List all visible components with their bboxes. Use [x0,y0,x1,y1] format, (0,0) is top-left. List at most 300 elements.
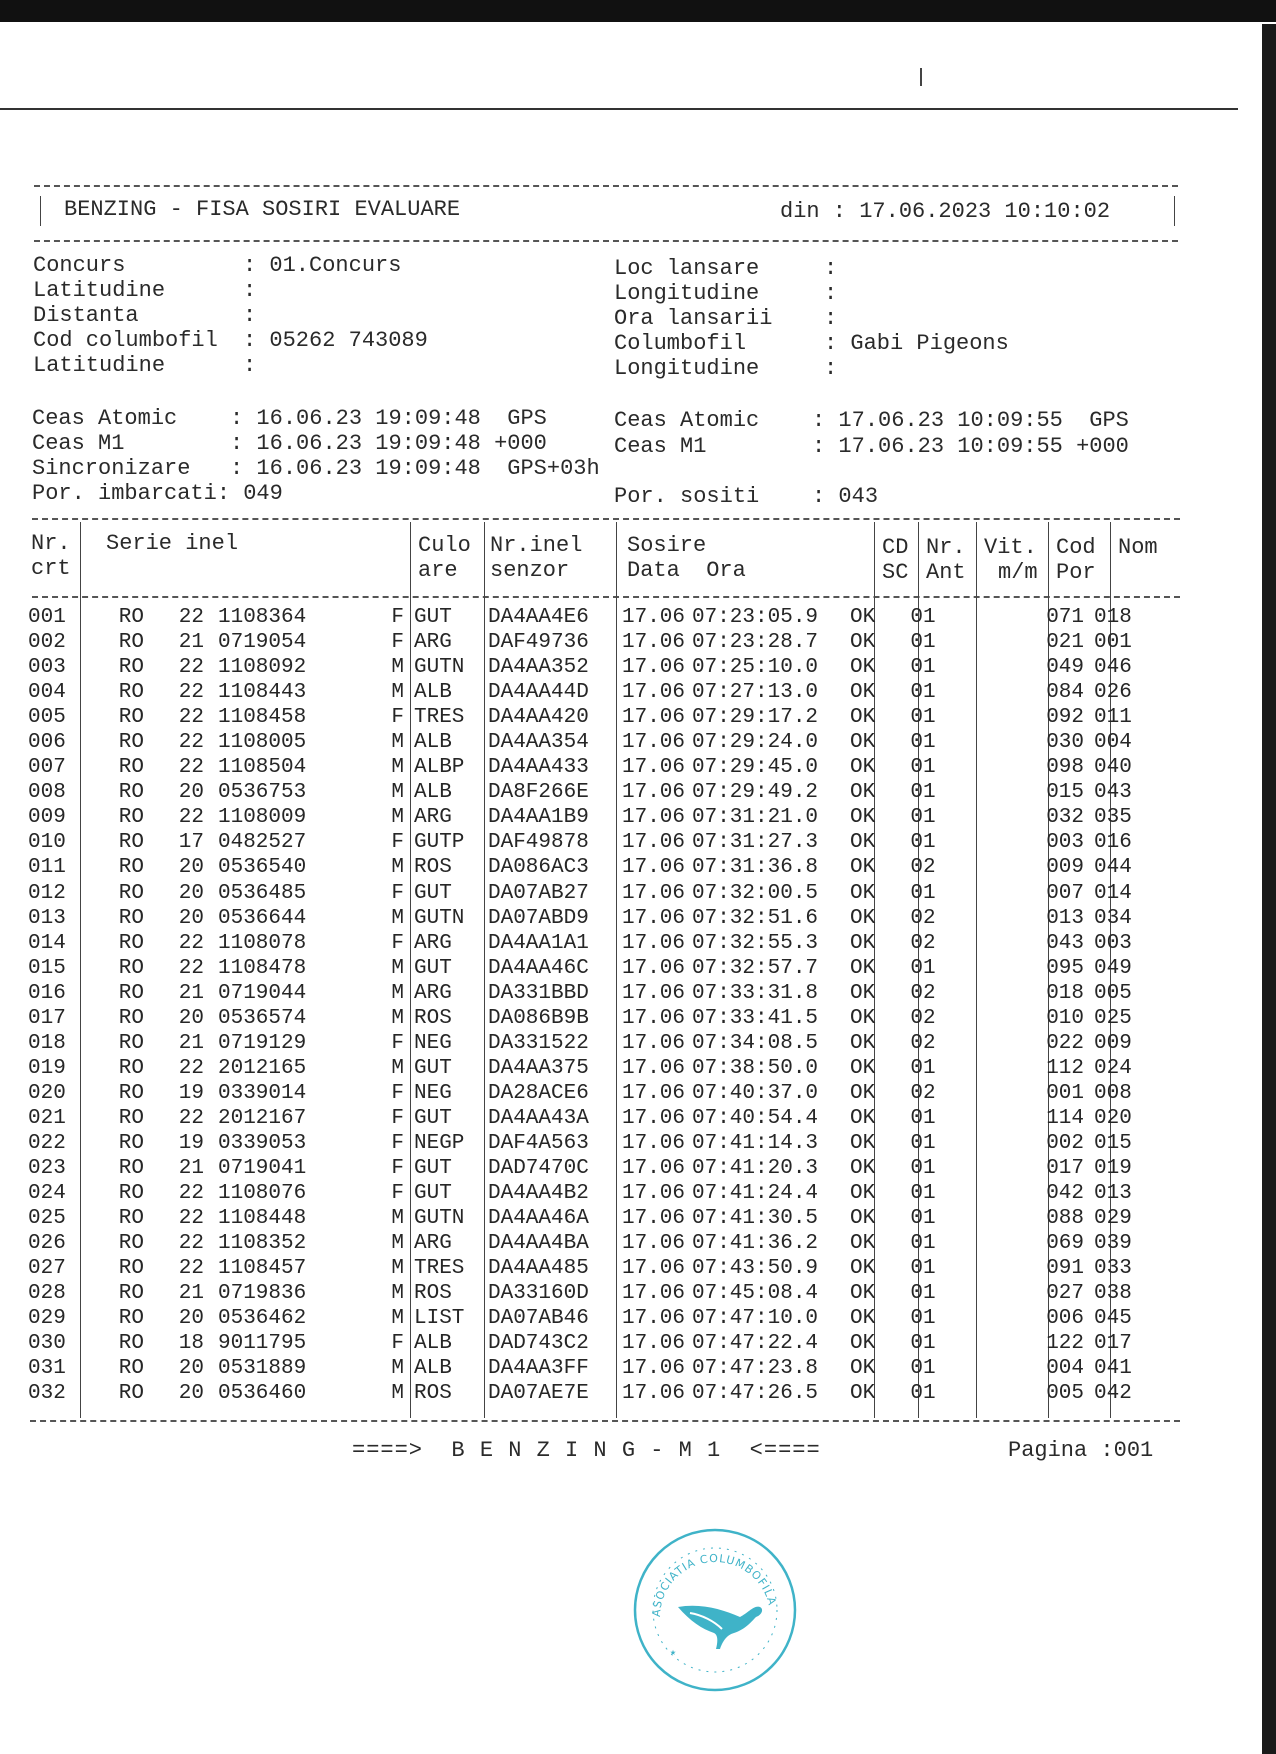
cod-por: 114 [1046,1106,1084,1130]
table-row [28,1331,1154,1356]
color: ARG [414,806,452,830]
table-row [28,1381,1154,1406]
arrival-date: 17.06 [622,606,686,630]
nr-ant: 01 [910,1056,936,1080]
cod-por: 009 [1046,856,1084,880]
sensor-ring: DA331BBD [488,981,589,1005]
table-row [28,755,1154,780]
color: GUTP [414,831,465,855]
ring-year: 22 [178,1182,204,1206]
arrival-time: 07:41:30.5 [692,1207,819,1231]
sensor-ring: DA4AA4E6 [488,606,589,630]
cd-sc: OK [850,1257,876,1281]
sex: F [391,1157,404,1181]
ring-year: 22 [178,656,204,680]
arrival-time: 07:38:50.0 [692,1056,819,1080]
nom: 003 [1094,931,1132,955]
sensor-ring: DA4AA433 [488,756,589,780]
cod-por: 095 [1046,956,1084,980]
country-code: RO [118,1382,144,1406]
pigeons-boarded: Por. imbarcati: 049 [32,481,283,506]
sex: M [391,756,404,780]
cod-por: 049 [1046,656,1084,680]
color: ROS [414,856,452,880]
table-bottom [30,1420,1180,1422]
cd-sc: OK [850,656,876,680]
arrival-time: 07:29:17.2 [692,706,819,730]
arrival-time: 07:27:13.0 [692,681,819,705]
ring-year: 20 [178,1382,204,1406]
speed [952,1081,1028,1106]
speed [952,755,1028,780]
cd-sc: OK [850,981,876,1005]
country-code: RO [118,806,144,830]
clock-line-right: Ceas Atomic : 17.06.23 10:09:55 GPS [614,408,1129,433]
row-number: 026 [28,1232,66,1256]
row-number: 031 [28,1357,66,1381]
country-code: RO [118,1081,144,1105]
color: NEGP [414,1132,465,1155]
arrival-time: 07:33:31.8 [692,981,819,1005]
pigeons-arrived: Por. sositi : 043 [614,484,879,509]
info-label: Longitudine [614,356,799,381]
color: ALB [414,681,452,705]
arrival-date: 17.06 [622,731,686,755]
arrival-date: 17.06 [622,1081,686,1105]
sensor-ring: DA331522 [488,1031,589,1055]
info-label: Loc lansare [614,256,799,281]
nom: 004 [1094,731,1132,755]
sensor-ring: DA4AA354 [488,731,589,755]
cod-por: 006 [1046,1307,1084,1331]
arrival-time: 07:34:08.5 [692,1031,819,1055]
ring-year: 20 [178,856,204,880]
table-row [28,1156,1154,1181]
table-row [28,931,1154,956]
info-value: : [824,256,838,281]
color: ALB [414,1357,452,1381]
cd-sc: OK [850,1056,876,1080]
row-number: 028 [28,1282,66,1306]
cod-por: 098 [1046,756,1084,780]
nr-ant: 01 [910,1207,936,1231]
country-code: RO [118,856,144,880]
sensor-ring: DA4AA420 [488,706,589,730]
nom: 045 [1094,1307,1132,1331]
ring-year: 21 [178,631,204,655]
cd-sc: OK [850,1132,876,1155]
ring-number: 1108076 [218,1182,307,1206]
country-code: RO [118,1132,144,1155]
ring-number: 1108457 [218,1257,307,1281]
ring-number: 0536460 [218,1382,307,1406]
color: ALB [414,1332,452,1356]
speed [952,931,1028,956]
row-number: 004 [28,681,66,705]
clock-line-left: Ceas Atomic : 16.06.23 19:09:48 GPS [32,406,547,431]
color: GUT [414,1157,452,1181]
country-code: RO [118,831,144,855]
cd-sc: OK [850,1282,876,1306]
arrival-time: 07:41:24.4 [692,1182,819,1206]
country-code: RO [118,956,144,980]
cd-sc: OK [850,956,876,980]
cod-por: 030 [1046,731,1084,755]
cd-sc: OK [850,806,876,830]
cod-por: 084 [1046,681,1084,705]
speed [952,830,1028,855]
nr-ant: 01 [910,681,936,705]
sensor-ring: DAD743C2 [488,1332,589,1356]
nom: 026 [1094,681,1132,705]
stamp-text: ASOCIATIA COLUMBOFILA [649,1551,779,1618]
table-row [28,1231,1154,1256]
country-code: RO [118,1307,144,1331]
nom: 024 [1094,1056,1132,1080]
info-value: : [243,303,257,328]
th-mm: m/m [998,560,1038,585]
sex: M [391,1232,404,1256]
ring-number: 1108443 [218,681,307,705]
th-nr-inel: Nr.inel [490,533,583,558]
table-row [28,1281,1154,1306]
sex: F [391,931,404,955]
th-nr: Nr. [31,531,71,556]
cod-por: 010 [1046,1006,1084,1030]
row-number: 025 [28,1207,66,1231]
sex: M [391,1207,404,1231]
th-data-ora: Data Ora [627,558,746,583]
nom: 041 [1094,1357,1132,1381]
sex: F [391,831,404,855]
th-crt: crt [31,556,71,581]
nr-ant: 01 [910,1106,936,1130]
sex: M [391,1357,404,1381]
arrival-time: 07:25:10.0 [692,656,819,680]
country-code: RO [118,906,144,930]
sex: F [391,1132,404,1155]
country-code: RO [118,881,144,905]
nr-ant: 01 [910,731,936,755]
sex: M [391,781,404,805]
arrival-date: 17.06 [622,906,686,930]
table-row [28,1006,1154,1031]
color: GUT [414,606,452,630]
nom: 014 [1094,881,1132,905]
arrival-time: 07:41:20.3 [692,1157,819,1181]
arrival-time: 07:41:14.3 [692,1132,819,1155]
nom: 039 [1094,1232,1132,1256]
cd-sc: OK [850,1332,876,1356]
ring-year: 22 [178,731,204,755]
page-rule [0,108,1238,110]
row-number: 002 [28,631,66,655]
color: GUT [414,1182,452,1206]
sensor-ring: DA4AA4BA [488,1232,589,1256]
cd-sc: OK [850,1207,876,1231]
speed [952,1056,1028,1081]
arrival-time: 07:43:50.9 [692,1257,819,1281]
cod-por: 043 [1046,931,1084,955]
cod-por: 015 [1046,781,1084,805]
ring-number: 1108364 [218,606,307,630]
arrival-time: 07:31:21.0 [692,806,819,830]
row-number: 017 [28,1006,66,1030]
sex: M [391,1006,404,1030]
ring-year: 20 [178,906,204,930]
ring-number: 0536540 [218,856,307,880]
th-serie-inel: Serie inel [106,531,239,556]
sex: F [391,1106,404,1130]
color: ALB [414,731,452,755]
sex: M [391,856,404,880]
sex: F [391,881,404,905]
color: GUT [414,956,452,980]
cd-sc: OK [850,856,876,880]
speed [952,956,1028,981]
cd-sc: OK [850,1307,876,1331]
arrival-time: 07:47:23.8 [692,1357,819,1381]
country-code: RO [118,656,144,680]
country-code: RO [118,1282,144,1306]
th-cod: Cod [1056,535,1096,560]
sensor-ring: DAF49878 [488,831,589,855]
arrival-time: 07:29:49.2 [692,781,819,805]
sex: M [391,1282,404,1306]
arrival-time: 07:41:36.2 [692,1232,819,1256]
report-date: din : 17.06.2023 10:10:02 [780,199,1111,224]
ring-number: 2012165 [218,1056,307,1080]
nr-ant: 01 [910,1307,936,1331]
speed [952,630,1028,655]
cod-por: 069 [1046,1232,1084,1256]
table-row [28,830,1154,855]
cod-por: 022 [1046,1031,1084,1055]
sensor-ring: DA4AA44D [488,681,589,705]
nr-ant: 01 [910,781,936,805]
table-row [28,605,1154,630]
nr-ant: 01 [910,1382,936,1406]
ring-number: 0536462 [218,1307,307,1331]
title-box-top [34,185,1178,187]
arrival-date: 17.06 [622,706,686,730]
info-value: : 05262 743089 [243,328,428,353]
speed [952,1106,1028,1131]
arrival-date: 17.06 [622,856,686,880]
nom: 020 [1094,1106,1132,1130]
color: NEG [414,1081,452,1105]
scan-top-band [0,0,1276,22]
ring-number: 1108005 [218,731,307,755]
sex: F [391,1332,404,1356]
country-code: RO [118,1157,144,1181]
ring-year: 21 [178,981,204,1005]
country-code: RO [118,631,144,655]
th-senzor: senzor [490,558,570,583]
ring-number: 9011795 [218,1332,307,1356]
table-row [28,780,1154,805]
ring-year: 21 [178,1031,204,1055]
nom: 009 [1094,1031,1132,1055]
row-number: 006 [28,731,66,755]
ring-year: 22 [178,1207,204,1231]
sensor-ring: DA4AA46C [488,956,589,980]
nr-ant: 02 [910,1081,936,1105]
info-value: : [243,353,257,378]
cod-por: 042 [1046,1182,1084,1206]
color: LIST [414,1307,465,1331]
arrival-time: 07:33:41.5 [692,1006,819,1030]
color: GUTN [414,906,465,930]
nom: 013 [1094,1182,1132,1206]
arrival-date: 17.06 [622,1132,686,1155]
cod-por: 002 [1046,1132,1084,1155]
table-row [28,1031,1154,1056]
table-row [28,1056,1154,1081]
th-cd: CD [882,535,909,560]
ring-number: 0719041 [218,1157,307,1181]
sex: M [391,806,404,830]
speed [952,730,1028,755]
sensor-ring: DAF4A563 [488,1132,589,1155]
color: ARG [414,631,452,655]
speed [952,680,1028,705]
arrival-time: 07:31:27.3 [692,831,819,855]
row-number: 012 [28,881,66,905]
speed [952,1256,1028,1281]
cod-por: 001 [1046,1081,1084,1105]
info-value: : [824,281,838,306]
arrival-date: 17.06 [622,1006,686,1030]
arrival-date: 17.06 [622,1232,686,1256]
country-code: RO [118,1031,144,1055]
row-number: 011 [28,856,66,880]
row-number: 001 [28,606,66,630]
row-number: 020 [28,1081,66,1105]
cd-sc: OK [850,1031,876,1055]
ring-number: 0482527 [218,831,307,855]
row-number: 010 [28,831,66,855]
sex: M [391,681,404,705]
ring-year: 22 [178,806,204,830]
ring-year: 19 [178,1132,204,1155]
cd-sc: OK [850,706,876,730]
color: TRES [414,1257,465,1281]
arrival-date: 17.06 [622,1382,686,1406]
nom: 001 [1094,631,1132,655]
country-code: RO [118,731,144,755]
row-number: 009 [28,806,66,830]
nr-ant: 01 [910,756,936,780]
th-ant: Ant [926,560,966,585]
th-sosire: Sosire [627,533,707,558]
sex: F [391,706,404,730]
cd-sc: OK [850,731,876,755]
title-box-left [40,196,41,226]
arrival-date: 17.06 [622,831,686,855]
table-row [28,805,1154,830]
country-code: RO [118,1232,144,1256]
color: ARG [414,1232,452,1256]
title-box-bottom [34,240,1178,242]
country-code: RO [118,1257,144,1281]
cod-por: 007 [1046,881,1084,905]
nr-ant: 02 [910,856,936,880]
cod-por: 004 [1046,1357,1084,1381]
cod-por: 112 [1046,1056,1084,1080]
arrival-date: 17.06 [622,1357,686,1381]
row-number: 003 [28,656,66,680]
speed [952,1381,1028,1406]
country-code: RO [118,1207,144,1231]
arrival-time: 07:40:54.4 [692,1106,819,1130]
th-sc: SC [882,560,909,585]
table-row [28,630,1154,655]
nom: 035 [1094,806,1132,830]
speed [952,981,1028,1006]
speed [952,1331,1028,1356]
ring-year: 20 [178,1006,204,1030]
nr-ant: 01 [910,831,936,855]
nr-ant: 02 [910,1006,936,1030]
ring-number: 0719836 [218,1282,307,1306]
country-code: RO [118,681,144,705]
nom: 042 [1094,1382,1132,1406]
arrival-date: 17.06 [622,931,686,955]
ring-year: 22 [178,956,204,980]
info-label: Cod columbofil [33,328,218,353]
nom: 043 [1094,781,1132,805]
speed [952,605,1028,630]
table-row [28,1306,1154,1331]
color: GUT [414,1106,452,1130]
ring-number: 0339014 [218,1081,307,1105]
speed [952,881,1028,906]
color: ROS [414,1006,452,1030]
table-row [28,1131,1154,1156]
row-number: 032 [28,1382,66,1406]
row-number: 030 [28,1332,66,1356]
country-code: RO [118,1106,144,1130]
row-number: 029 [28,1307,66,1331]
page-number: Pagina :001 [1008,1438,1154,1463]
arrival-date: 17.06 [622,1207,686,1231]
nr-ant: 02 [910,931,936,955]
ring-number: 0536753 [218,781,307,805]
ring-number: 0536644 [218,906,307,930]
cd-sc: OK [850,881,876,905]
arrival-date: 17.06 [622,1182,686,1206]
table-row [28,855,1154,880]
nom: 038 [1094,1282,1132,1306]
nr-ant: 02 [910,1031,936,1055]
nr-ant: 01 [910,881,936,905]
cod-por: 013 [1046,906,1084,930]
th-vit: Vit. [984,535,1037,560]
info-label: Columbofil [614,331,799,356]
color: GUT [414,881,452,905]
info-label: Concurs [33,253,232,278]
arrival-time: 07:31:36.8 [692,856,819,880]
speed [952,1031,1028,1056]
sensor-ring: DA07ABD9 [488,906,589,930]
arrival-time: 07:32:55.3 [692,931,819,955]
table-row [28,1081,1154,1106]
country-code: RO [118,1056,144,1080]
cd-sc: OK [850,906,876,930]
th-culoare: Culo [418,533,471,558]
cod-por: 071 [1046,606,1084,630]
